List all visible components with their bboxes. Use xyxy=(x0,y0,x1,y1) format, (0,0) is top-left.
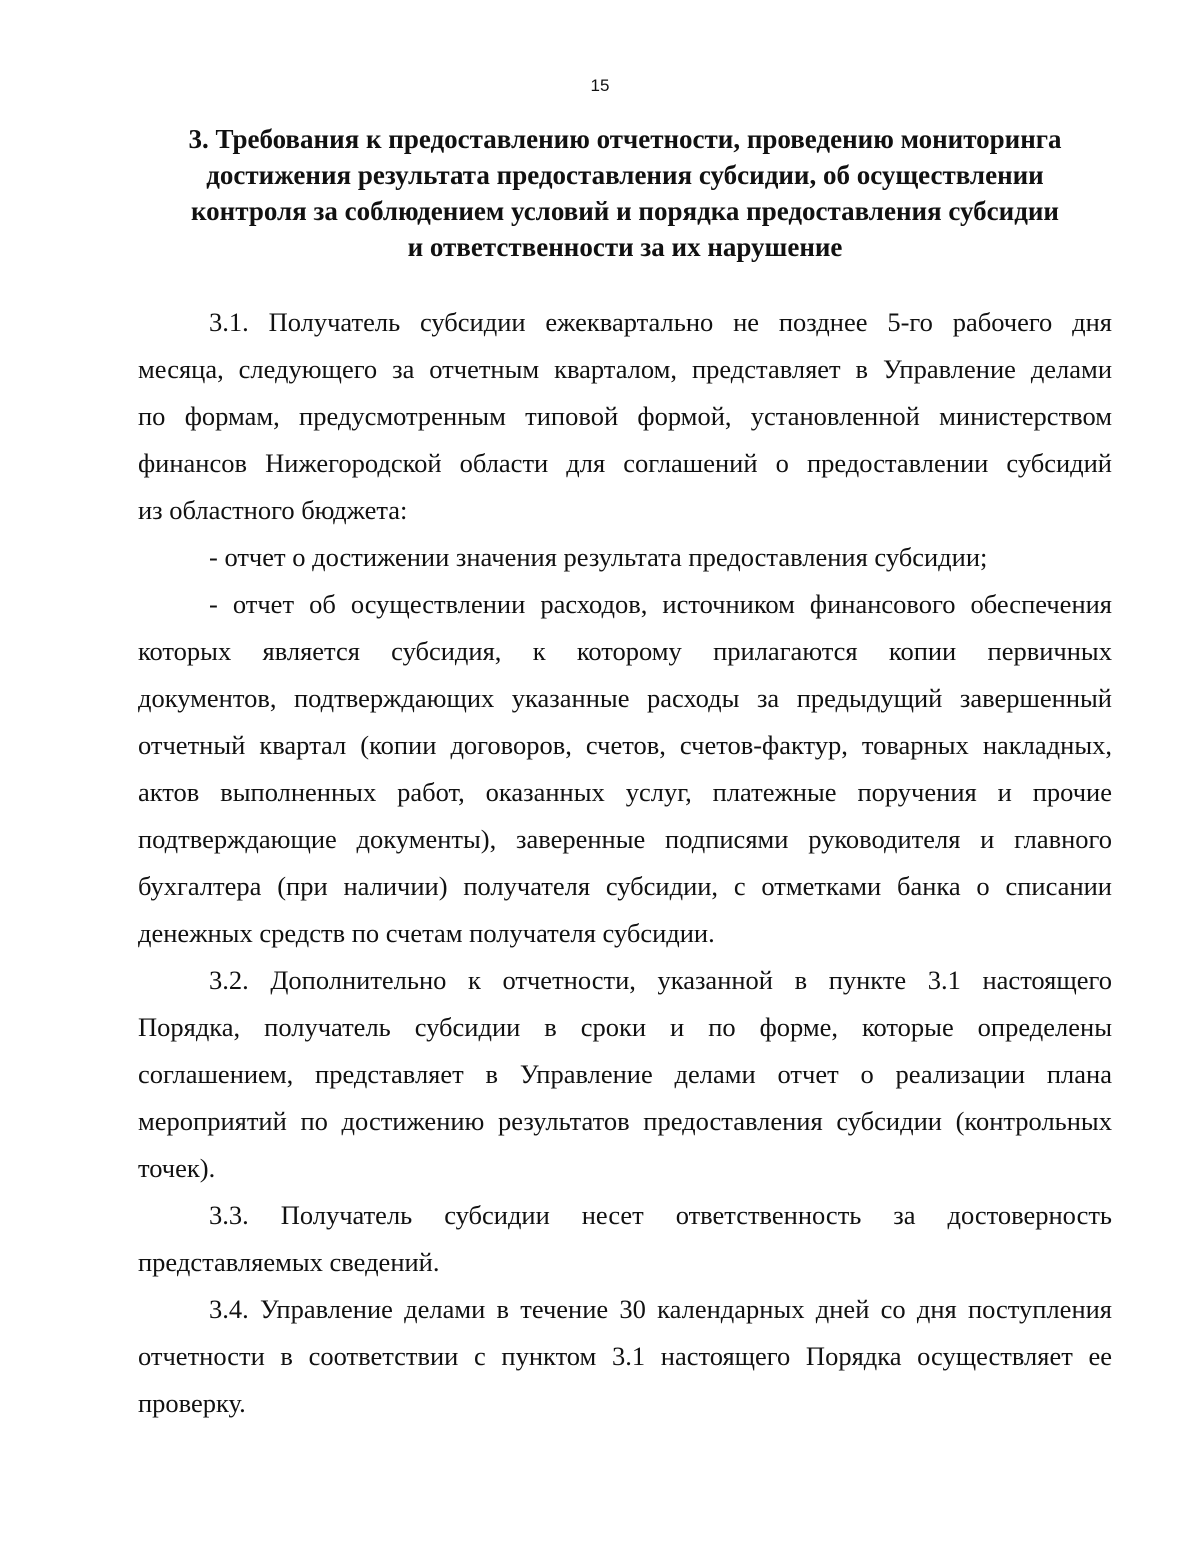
text-line: соглашением, представляет в Управление делами отчет о реализации плана xyxy=(138,1059,1112,1089)
text-line: 3.1. Получатель субсидии ежеквартально не позднее 5-го рабочего дня xyxy=(209,307,1112,337)
text-line: актов выполненных работ, оказанных услуг, платежные поручения и прочие xyxy=(138,777,1112,807)
text-line: 3.4. Управление делами в течение 30 календарных дней со дня поступления xyxy=(209,1294,1112,1324)
text-line: отчетности в соответствии с пунктом 3.1 настоящего Порядка осуществляет ее xyxy=(138,1341,1112,1371)
text-line: финансов Нижегородской области для соглашений о предоставлении субсидий xyxy=(138,448,1112,478)
paragraph-3-1 xyxy=(138,299,1112,534)
text-line: документов, подтверждающих указанные расходы за предыдущий завершенный xyxy=(138,683,1112,713)
document-body xyxy=(138,299,1112,1427)
section-heading xyxy=(150,121,1100,265)
text-line: по формам, предусмотренным типовой формой, установленной министерством xyxy=(138,401,1112,431)
list-item-report-result xyxy=(138,534,1112,581)
text-line: 3.2. Дополнительно к отчетности, указанной в пункте 3.1 настоящего xyxy=(209,965,1112,995)
text-line: представляемых сведений. xyxy=(138,1247,440,1277)
text-line: мероприятий по достижению результатов предоставления субсидии (контрольных xyxy=(138,1106,1112,1136)
text-line: которых является субсидия, к которому прилагаются копии первичных xyxy=(138,636,1112,666)
paragraph-3-3 xyxy=(138,1192,1112,1286)
heading-line: достижения результата предоставления субсидии, об осуществлении xyxy=(206,160,1044,190)
text-line: проверку. xyxy=(138,1388,246,1418)
text-line: - отчет об осуществлении расходов, источником финансового обеспечения xyxy=(209,589,1112,619)
text-line: 3.3. Получатель субсидии несет ответственность за достоверность xyxy=(209,1200,1112,1230)
page-number: 15 xyxy=(590,76,610,95)
heading-line: и ответственности за их нарушение xyxy=(407,232,843,262)
text-line: Порядка, получатель субсидии в сроки и по форме, которые определены xyxy=(138,1012,1112,1042)
heading-line: контроля за соблюдением условий и порядка предоставления субсидии xyxy=(190,196,1059,226)
text-line: - отчет о достижении значения результата предоставления субсидии; xyxy=(209,542,988,572)
text-line: бухгалтера (при наличии) получателя субсидии, с отметками банка о списании xyxy=(138,871,1112,901)
list-item-report-expenses xyxy=(138,581,1112,957)
paragraph-3-2 xyxy=(138,957,1112,1192)
text-line: точек). xyxy=(138,1153,216,1183)
text-line: месяца, следующего за отчетным кварталом, представляет в Управление делами xyxy=(138,354,1112,384)
paragraph-3-4 xyxy=(138,1286,1112,1427)
text-line: подтверждающие документы), заверенные подписями руководителя и главного xyxy=(138,824,1112,854)
heading-line: 3. Требования к предоставлению отчетности, проведению мониторинга xyxy=(188,124,1062,154)
text-line: денежных средств по счетам получателя субсидии. xyxy=(138,918,715,948)
text-line: из областного бюджета: xyxy=(138,495,408,525)
text-line: отчетный квартал (копии договоров, счетов, счетов-фактур, товарных накладных, xyxy=(138,730,1112,760)
